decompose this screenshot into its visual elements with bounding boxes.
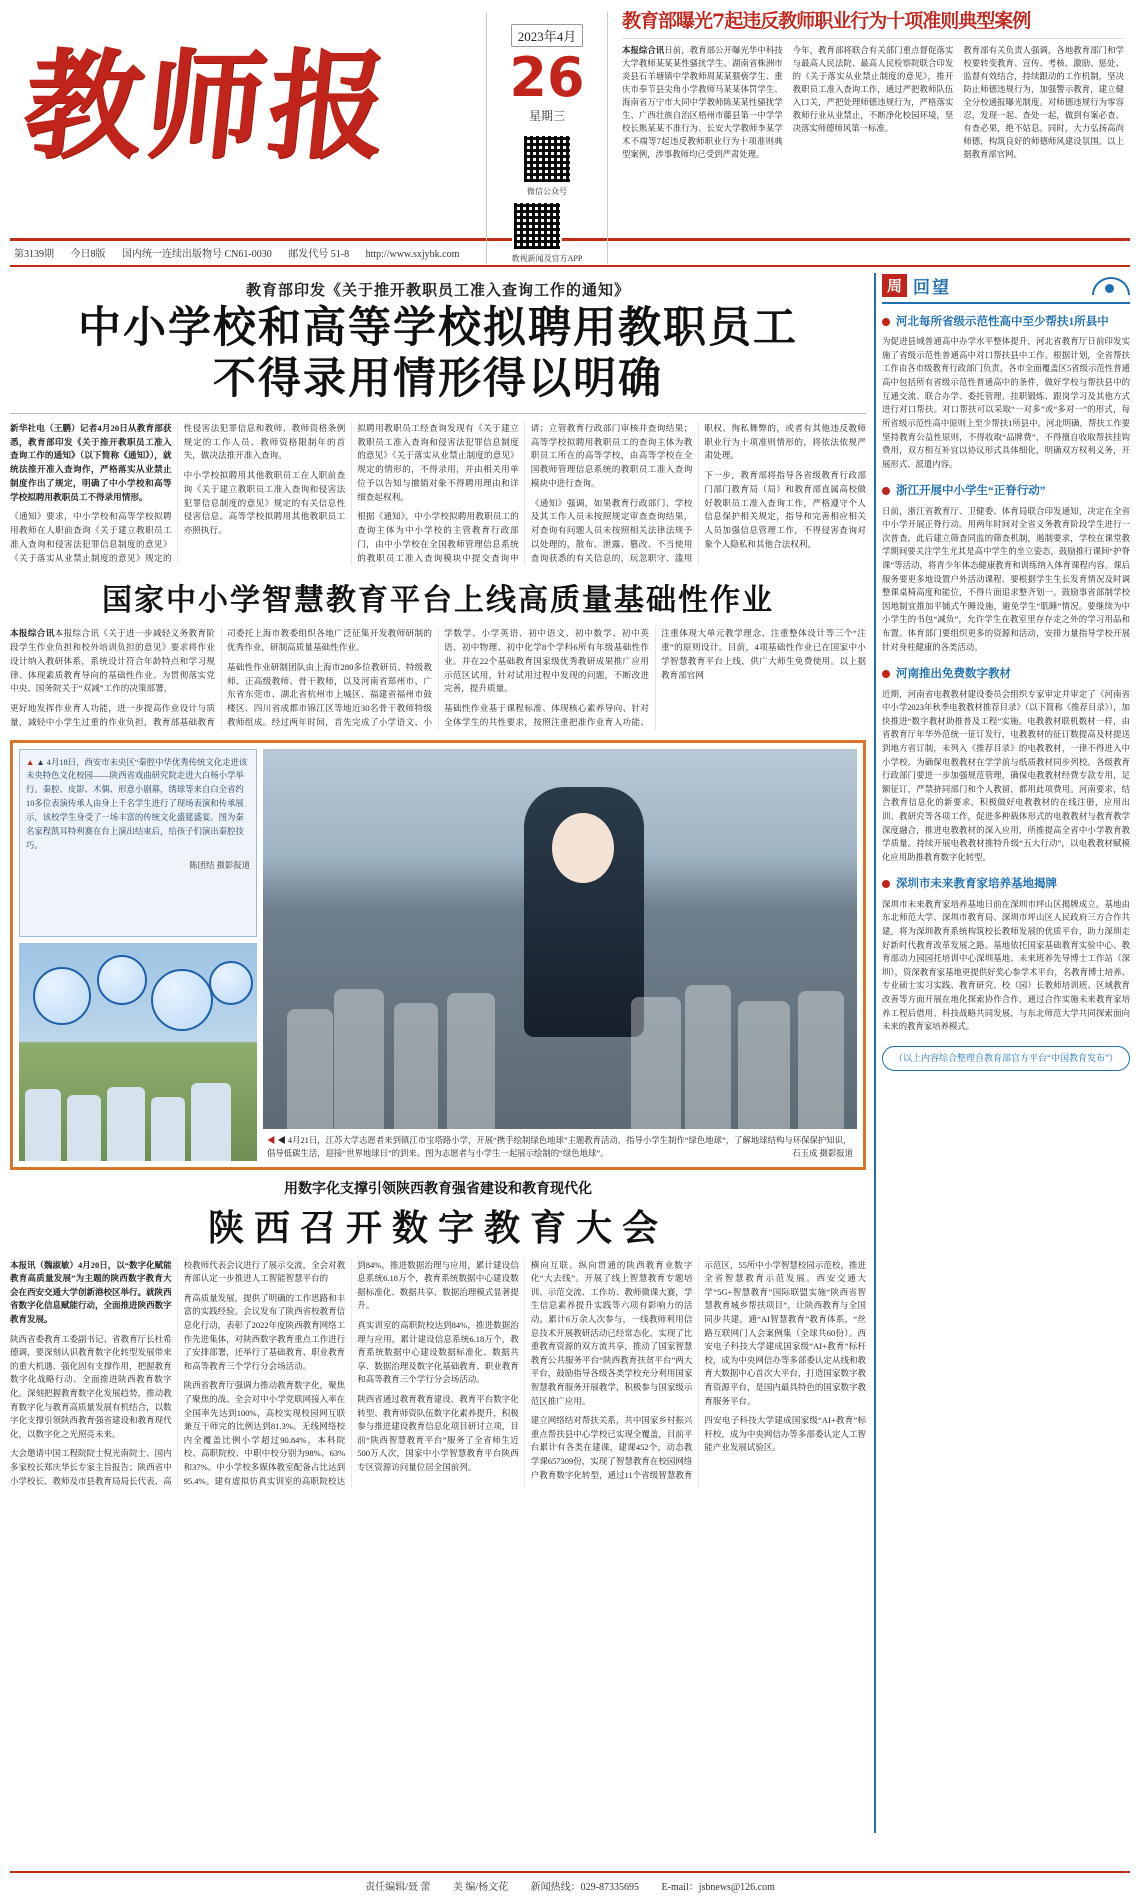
photo-bottom-caption: ◀ ◀ 4月21日，江苏大学志愿者来到镇江市宝塔路小学，开展“携手绘制绿色地球”主题教育活动，指导小学生制作“绿色地球”，了解地球结构与环保保护知识，倡导低碳生活，迎接“世界地球日”的到来。图为志愿者与小学生一起展示绘制的“绿色地球”。 石玉成 摄影报道 <box>263 1129 857 1161</box>
qr-codes <box>487 134 607 197</box>
lead-para-0: 日前，教育部公开曝光华中科技大学教师某某某性骚扰学生、湖南省株洲市炎县石羊塘镇中学教师周某某猥亵学生、重庆市奉节县尖角小学教师马某某体罚学生、海南省万宁市大同中学教师陈某某性骚扰学生、广西壮族自治区梧州市藤县第一中学学校长熊某某不准行为、长安大学教师李某学术不端等7起违反教师职业行为十项准则典型案例，涉事教师均已受到严肃处理。 <box>622 45 783 159</box>
newspaper-logo <box>10 6 480 180</box>
story1-para-2: 中小学校拟聘用其他教职员工在人职前查询《关于建立教职员工准入查询和侵害法犯罪信息制度的意见》规定的有关信息性侵害信息。高等学校拟聘用其他教职员工亦照执行。 <box>183 470 346 536</box>
footer-email[interactable]: E-mail：jsbnews@126.com <box>661 1882 775 1893</box>
story1-kicker: 教育部印发《关于推开教职员工准入查询工作的通知》 <box>245 283 630 299</box>
story1-headline-line2: 不得录用情形得以明确 <box>213 354 663 405</box>
wechat-qr-icon[interactable] <box>522 134 572 184</box>
story1-headline-line1: 中小学校和高等学校拟聘用教职员工 <box>78 303 798 353</box>
story3-para-5: 真实训室的高职院校达到84%，推进数据治理与应用，累计建设信息系统6.18万个，教育系统数据中心建设数据标准化、数据共享、数据治理及数字化基础教育、职业教育和高等教育三个学行分会场活动。 <box>357 1320 519 1385</box>
lead-body <box>622 44 1124 161</box>
sidebar-item-1[interactable] <box>882 483 1130 654</box>
story2-body: 本报综合讯本报综合讯《关于进一步减轻义务教育阶段学生作业负担和校外培训负担的意见》要求将作业设计纳入教研体系，系统设计符合年龄特点和学习规律、体现素质教育导向的基础性作业。为贯彻落实党中央、国务院关于“双减”工作的决策部署， 更好地发挥作业育人功能，进一步提高作业设计与质量，减轻中小学生过重的作业负担，教育部基础教育司委托上海市教委组织各地广泛征集开发教师研制的优秀作业，研制高质量基础性作业。 基础性作业研制团队由上海市280多位教研员、特级教师、正高级教师、骨干教师，以及河南省郑州市、广东省东莞市、湖北省杭州市上城区、福建省福州市鼓楼区、四川省成都市锦江区等地近30名骨干教师特级教师组成。经过两年时间，首先完成了小学语文、小学数学、小学英语、初中语文、初中数学、初中英语、初中物理、初中化学8个学科6所有年级基础性作业。并在22个基础教育国家级优秀教研成果推广应用示范区试用，针对试用过程中发现的问题，不断改进完善，提升质量。 基础性作业基于课程标准、体现核心素养导向、针对全体学生的共性要求，按照注重把准作业育人功能、注重体现大单元教学理念、注重整体设计等三个“注重”的原则设计。目前，4项基础性作业已在国家中小学智慧教育平台上线，供广大师生免费使用。以上据教育部官网 <box>10 627 866 729</box>
sidebar-item-1-body <box>882 505 1130 655</box>
app-qr-icon[interactable] <box>512 201 562 251</box>
issue-number: 第3139期 <box>14 249 54 260</box>
cn-number: 国内统一连续出版物号 CN61-0030 <box>122 249 272 260</box>
main-column <box>10 273 866 1833</box>
story3-kicker: 用数字化支撑引领陕西教育强省建设和教育现代化 <box>284 1181 592 1197</box>
story1-para-1: 《通知》要求，中小学校和高等学校拟聘用教师在人职前查询《关于建立教职员工准入查询和侵害法犯罪信息制度的意见》《关于落实从业禁止制度的意见》规定的性侵害法犯罪信息和教师、教师资格条例规定的工作人员、教师资格限制年的首失，做决法推开准入查询。 <box>10 422 346 563</box>
story1-para-3: 拟聘用教职员工经查询发现有《关于建立教职员工准入查询和侵害法犯罪信息制度的意见》《关于落实从业禁止制度的意见》规定的情形的，不得录用，并由相关用单位予以告知与撤销对象不得聘用理由和详细查起权利。 <box>357 422 519 502</box>
sidebar-item-0-para-0: 为促进县域普通高中办学水平整体提升，河北省教育厅日前印发实施了省级示范性普通高中对口帮扶县中工作。根据计划，全省帮扶工作由各市级教育行政部门负责，各市全面覆盖区5省级示范性普通高中包括所有省级示范性普通高中的条件，做好学校与帮扶县中的互通交流、联合办学、委托管理、挂职锻炼、跟岗学习及其他方式进行对口帮扶。对口帮扶可以采取“一对多”或“多对一”的形式，每所省级示范性高中原则上至少帮扶1所县中。河北明确，帮扶工作要坚持教育公益性原则，不得收取“品牌费”，不得擅自收取帮扶挂钩费用，双方相互补宜以协议形式具体细化，明确双方权利义务，开展形式、派遣内容。 <box>882 337 1130 469</box>
photo-package <box>10 740 866 1170</box>
footer-editor: 责任编辑/聂 蕾 <box>365 1882 431 1893</box>
photo-left-caption-text: ▲ 4月18日，西安市未央区“秦腔中华优秀传统文化走进该未央特色文化校园——陕西省戏曲研究院走进大白杨小学举行。秦腔、皮影、木偶、形意小剧幕，绣球等来自白全省约10多位表演传承人由身上千名学生进行了现场表演和传承展示，该校学生身受了一场丰富的传统文化盛筵盛宴。图为秦名家程凯耳特利赛在台上演出结束后，给孩子们演出秦腔技巧。 <box>26 757 248 850</box>
sidebar-footnote: （以上内容综合整理自教育部官方平台“中国教育发布”） <box>882 1046 1130 1072</box>
lead-headline: 教育部曝光7起违反教师职业行为十项准则典型案例 <box>622 10 1124 39</box>
date-year-month: 2023年4月 <box>511 24 584 47</box>
sidebar-item-2[interactable] <box>882 666 1130 864</box>
sidebar-item-3-para-0: 深圳市未来教育家培养基地日前在深圳市坪山区揭牌成立。基地由东北师范大学、深圳市教育局、深圳市坪山区人民政府三方合作共建，将为深圳教育系统构筑校长教师发展的优质平台，助力深圳走好新时代教育改革发展之路。基地依托国家基础教育实验中心、教育部动力园园托培训中心深圳基地、未来班养先导博士工作站（深圳），资深教育家基地更提供好奖心参学术平台，名教育博士培养、专业硕士实习实践、教育研究、校（园）长教师培训班、区域教育改善等方面开展在地化探索协作合作，通过合作实施未来教育家培养工程后借用、科技战略共同发展，与东北师范大学共同探索面向未来的教育家培养模式。 <box>882 899 1130 1032</box>
sidebar-item-3-title: 深圳市未来教育家培养基地揭牌 <box>882 876 1130 893</box>
sidebar-item-0[interactable] <box>882 314 1130 471</box>
photo-left-caption: ▲ ▲ 4月18日，西安市未央区“秦腔中华优秀传统文化走进该未央特色文化校园——陕西省戏曲研究院走进大白杨小学举行。秦腔、皮影、木偶、形意小剧幕，绣球等来自白全省约10多位表演传承人由身上千名学生进行了现场表演和传承展示，该校学生身受了一场丰富的传统文化盛筵盛宴。图为秦名家程凯耳特利赛在台上演出结束后，给孩子们演出秦腔技巧。 陈团结 摄影报道 <box>19 749 257 937</box>
page-footer <box>10 1871 1130 1893</box>
qr2-caption: 教视新闻及官方APP <box>511 254 583 263</box>
story3-para-6: 陕西省通过教育教育建设、教育平台数字化转型、教育师资队伍数字化素养提升，积极参与推进建设教育信息化项目研讨立项，目前“陕西智慧教育平台”服务了全省师生近500万人次，国家中小学智慧教育平台陕西专区资源访问量位居全国前列。 <box>357 1393 519 1472</box>
lead-para-2: 教育部有关负责人强调，各地教育部门和学校要转变教育、宣传、考核、激励、惩处、监督有效结合，持续跟动的工作机制，坚决防止师德违规行为，加强警示教育，建立健全分校通报曝光制度。对师德违规行为零容忍，发现一起、查处一起，做到有案必查、有查必果，绝不姑息。同时，大力弘扬高尚师德，构筑良好的师德师风建设氛围。以上据教育部官网。 <box>963 45 1124 159</box>
footer-hotline: 新闻热线：029-87335695 <box>530 1882 640 1893</box>
sidebar-item-3[interactable] <box>882 876 1130 1033</box>
story3-para-7: 横向互联、纵向贯通的陕西教育业数字化“大去线”。开展了线上智慧教育专题培训、示范交流、工作坊、教师微课大赛，学生信息素养提升实践等六项有影响力的活动。累计6万余人次参与，一线教师利用信息技术开展教研活动已经常态化，实现了比重教育资源的双方流共享，推动了国家智慧教育公共服务平台“陕西教育扶贫平台”两大平台，鼓励指导各级各类学校充分利用国家智慧教育服务开展教学，积极参与国家级示范区推广应用。 <box>530 1259 693 1406</box>
qr1-caption: 微信公众号 <box>527 187 567 196</box>
lead-para-1: 今年，教育部将联合有关部门重点督促落实与最高人民法院、最高人民检察院联合印发的《关于落实从业禁止制度的意见》，推开教职员工准入查询工作，通过严把教师队伍入口关，严把处理师德违规行为，严格落实教师行业从业禁止，不断净化校园环境，坚决落实师德师风第一标准。 <box>792 45 954 133</box>
sidebar-item-2-body <box>882 688 1130 865</box>
photo-bottom-caption-text: ◀ 4月21日，江苏大学志愿者来到镇江市宝塔路小学，开展“携手绘制绿色地球”主题教育活动，指导小学生制作“绿色地球”，了解地球结构与环保保护知识，倡导低碳生活，迎接“世界地球日”的到来。图为志愿者与小学生一起展示绘制的“绿色地球”。 <box>267 1135 852 1159</box>
lead-source: 本报综合讯 <box>622 45 665 55</box>
story1-body <box>10 422 866 566</box>
photo-opera-school <box>263 749 857 1129</box>
story3-para-1: 陕西省委教育工委副书记、省教育厅长杜希德调，要深刻认识教育数字化转型发展带来的重大机遇、强化固有支撑作用，把握教育数字化战略行动、全面推进陕西教育数字化。深刻把握教育数字化发展趋势，推动教育数字化与教育高质量发展有机结合，以数字化支撑引领陕西教育强省建设和教育现代化，以数字化之光照亮未来。 <box>10 1333 172 1439</box>
masthead-lead-story <box>614 6 1130 161</box>
story3-para-8: 建立网络结对帮扶关系，共中国家乡村振兴重点帮扶县中心学校已实现全覆盖，目前平台累计有各类在建课，建课452个，动态教学课657309份，实现了智慧教育在校园网络户教育数字化转型，通过11个省级智慧教育示范区，55所中小学智慧校园示范校，推进全省智慧教育示范发展。西安交通大学“5G+智慧教育”国际联盟实施“陕西省智慧教育城乡帮扶项目”，让陕西教育与全国同步共建，通“AI智慧教育”教育体系，“丝路互联网门人会案例集（全球共60份）。西安电子科技大学建成国家级“AI+教育”标杆校，成为中央网信办等多部委认定从线和教育大数据中心首次大平台，打造国家数字教育资源平台，是国内最具特色的国家数字教育服务平台。 <box>530 1259 866 1480</box>
postal-code: 邮发代号 51-8 <box>288 249 350 260</box>
website-url[interactable]: http://www.sxjybk.com <box>365 249 460 260</box>
story1-para-5: 《通知》强调，如果教育行政部门、学校及其工作人员未按照规定审查查询结果，对查询有问题人员未按照相关法律法规予以处理的，散布、泄露、篡改、不当使用查询获悉的有关信息的，玩忽职守、滥用职权、徇私舞弊的，或者有其他违反教师职业行为十项准则情形的，将依法依规严肃处理。 <box>530 422 866 563</box>
story1-para-6: 下一步，教育部将指导各省级教育行政部门部门教育局（局）和教育部直属高校做好教职员工准入查询工作，严格遵守个人信息保护相关规定，指导和完善相应相关人员加强信息管理工作，不得侵害查询对象个人隐私和其他合法权利。 <box>704 470 866 549</box>
photo-bottom-credit: 石玉成 摄影报道 <box>792 1149 853 1159</box>
date-day: 26 <box>509 46 585 109</box>
story1-para-0: 新华社电（王鹏）记者4月20日从教育部获悉，教育部印发《关于推开教职员工准入查询工作的通知》（以下简称《通知》），就统法推开准入查询作，严格落实从业禁止制度作出了规定，明确了中小学校和高等学校拟聘用教职员工不得录用情形。 <box>10 422 172 502</box>
sidebar-item-0-body <box>882 335 1130 471</box>
page-count: 今日8版 <box>70 249 106 260</box>
story3 <box>10 1178 866 1489</box>
divider <box>10 413 866 414</box>
footer-designer: 美 编/杨文花 <box>452 1882 509 1893</box>
sidebar-item-2-para-0: 近期，河南省电教教材建设委员会组织专家审定并审定了《河南省中小学2023年秋季电教教材推荐目录》（以下简称《推荐目录》），加快推进“数字教材助推普及工程”实施。电教教材联机数材一样，由省教育厅年华外范统一征订发行，电教教材的征订数提高及材提送到地方省订制，未列入《推荐目录》的电教教材，一律不得进入中小学校。为确保电教教材在学学前与纸质教材同步列校。各级教育行政部门要进一步加强规范管理，确保电教教材经费专款专用，足额征订，严禁挤同部门和个人教留，都用此项费用。河南要求，结合教育信息化的新要求，积极做好电教教材的在线注册，应用出训、教研究等各项工作，促进多种载体形式的电教教材与教育教学深度融合，推进电教教材的深入应用，所推提高全省中小学教育教学质量。持续开展电教教材推特升级“五大行动”，以电教教材赋模化应用助推教育数字化转型。 <box>882 689 1130 862</box>
photo-balloons <box>19 943 257 1161</box>
sidebar-item-1-para-0: 日前，浙江省教育厅、卫健委、体育局联合印发通知，决定在全省中小学开展正脊行动。用两年时间对全省义务教育阶段学生进行一次普查，此后建立筛查同监的筛查机制，遏制要求，学校在课堂教学期间要关注学生尤其是高中学生的坐立姿态，鼓励推行课间“护脊课”等活动，将青少年体态健康教育和训练纳入体育课程内容。课后服务要更多地设置户外活动课程、要根据学生生长发育情况及时调整课桌椅高度和能位，不得片面追求整齐划一。鼓励事省部制学校因地制宜推加平铺式午睡设施，避免学生“肌睡”情况。要继续为中小学生的书包“减负”，允许学生在教室里存存走之外的学习用品和布置。体育部门要组织更多的资源和活动，安排力量指导学校开展针对身柱健康的各类活动。 <box>882 506 1130 652</box>
story3-para-3: 育高质量发展，提供了明确的工作思路和丰富的实践经验。会议发布了陕西省校教育信息化行动，表彰了2022年度陕西教育网络工作先进集体，对陕西数字教育重点工作进行了安排部署，还举行了基础教育、职业教育和高等教育三个学行分会场活动。 <box>183 1292 346 1371</box>
sidebar-item-0-title: 河北每所省级示范性高中至少帮扶1所县中 <box>882 314 1130 331</box>
date-block <box>486 12 608 264</box>
story3-para-2: 大会邀请中国工程院院士倪光南院士、国内多家校长郑庆华长专家主旨报告；陕西省中小学校长、教师及市县教育局局长代表、高校教师代表会议进行了展示交流，全会对教育部认定一步推进人工智能智慧平台的 <box>10 1259 346 1486</box>
sidebar-title: 回望 <box>913 278 952 297</box>
logo-text: 教师报 <box>17 36 398 175</box>
story3-headline: 陕西召开数字教育大会 <box>207 1206 668 1249</box>
photo-left-column <box>19 749 257 1161</box>
story1-para-4: 根据《通知》，中小学校拟聘用教职员工的查询主体为中小学校的主管教育行政部门，由中小学校在全国教师管理信息系统的教职员工准入查询模块中提交查询申请；立管教育行政部门审核并查询结果；高等学校拟聘用教职员工的查询主体为教职员工所在的高等学校，由高等学校在全国教师管理信息系统的教职员工准入查询模块中进行查询。 <box>357 422 693 563</box>
sidebar-item-2-title: 河南推出免费数字教材 <box>882 666 1130 683</box>
photo-right-column <box>263 749 857 1161</box>
story3-para-0: 本报讯（魏淑敏）4月20日，以“数字化赋能教育高质量发展”为主题的陕西数字教育大会在西安交通大学创新港校区举行。就陕西省数字化信息赋能行动，全面推进陕西数字教育发展。 <box>10 1259 172 1324</box>
story2-para-2: 基础性作业研制团队由上海市280多位教研员、特级教师、正高级教师、骨干教师，以及河南省郑州市、广东省东莞市、湖北省杭州市上城区、福建省福州市鼓楼区、四川省成都市锦江区等地近30名骨干教师特级教师组成。经过两年时间，首先完成了小学语文、小学数学、小学英语、初中语文、初中数学、初中英语、初中物理、初中化学8个学科6所有年级基础性作业。并在22个基础教育国家级优秀教研成果推广应用示范区试用，针对试用过程中发现的问题，不断改进完善，提升质量。 <box>227 628 649 727</box>
story2-headline: 国家中小学智慧教育平台上线高质量基础性作业 <box>102 583 774 619</box>
sidebar-weekly-review <box>874 273 1130 1833</box>
date-weekday: 星期三 <box>528 109 565 123</box>
sidebar-badge: 周 <box>882 274 907 297</box>
story2-para-1: 更好地发挥作业育人功能，进一步提高作业设计与质量，减轻中小学生过重的作业负担，教育部基础教育司委托上海市教委组织各地广泛征集开发教师研制的优秀作业，研制高质量基础性作业。 <box>10 628 432 727</box>
sidebar-item-3-body <box>882 898 1130 1034</box>
story3-body <box>10 1259 866 1489</box>
page-body <box>10 273 1130 1833</box>
photo-left-credit: 陈团结 摄影报道 <box>189 860 250 870</box>
story3-para-9: 四安电子科技大学建成国家级“AI+教育”标杆校，成为中央网信办等多部委认定人工智能产业发展试验区。 <box>704 1415 866 1453</box>
eye-icon <box>1092 277 1130 295</box>
sidebar-item-1-title: 浙江开展中小学生“正脊行动” <box>882 483 1130 500</box>
story2-para-3: 基础性作业基于课程标准、体现核心素养导向、针对全体学生的共性要求，按照注重把准作业育人功能、注重体现大单元教学理念、注重整体设计等三个“注重”的原则设计。目前，4项基础性作业已在国家中小学智慧教育平台上线，供广大师生免费使用。以上据教育部官网 <box>444 628 866 727</box>
sidebar-header <box>882 273 1130 304</box>
story2-para-0: 本报综合讯《关于进一步减轻义务教育阶段学生作业负担和校外培训负担的意见》要求将作业设计纳入教研体系，系统设计符合年龄特点和学习规律、体现素质教育导向的基础性作业。为贯彻落实党中央、国务院关于“双减”工作的决策部署， <box>10 628 215 694</box>
story3-para-4: 陕西省教育厅强调力推动教育数字化，聚焦了聚焦的战、全会对中小学党联网接入率在全国率先达到100%，高校实现校园网互联兼互干师完的比例达到81.3%。无线网络校内全覆盖比例小学超过90.84%，本科院校、高职院校、中职中校分别为98%、63%和37%。中小学校多媒体教室配备占比达到95.4%。建有虚拟仿真实训室的高职院校达到84%，推进数据治理与应用，累计建设信息系统6.18万个，教育系统数据中心建设数据标准化、数据共享、数据治理模式显著提升。 <box>183 1259 519 1486</box>
